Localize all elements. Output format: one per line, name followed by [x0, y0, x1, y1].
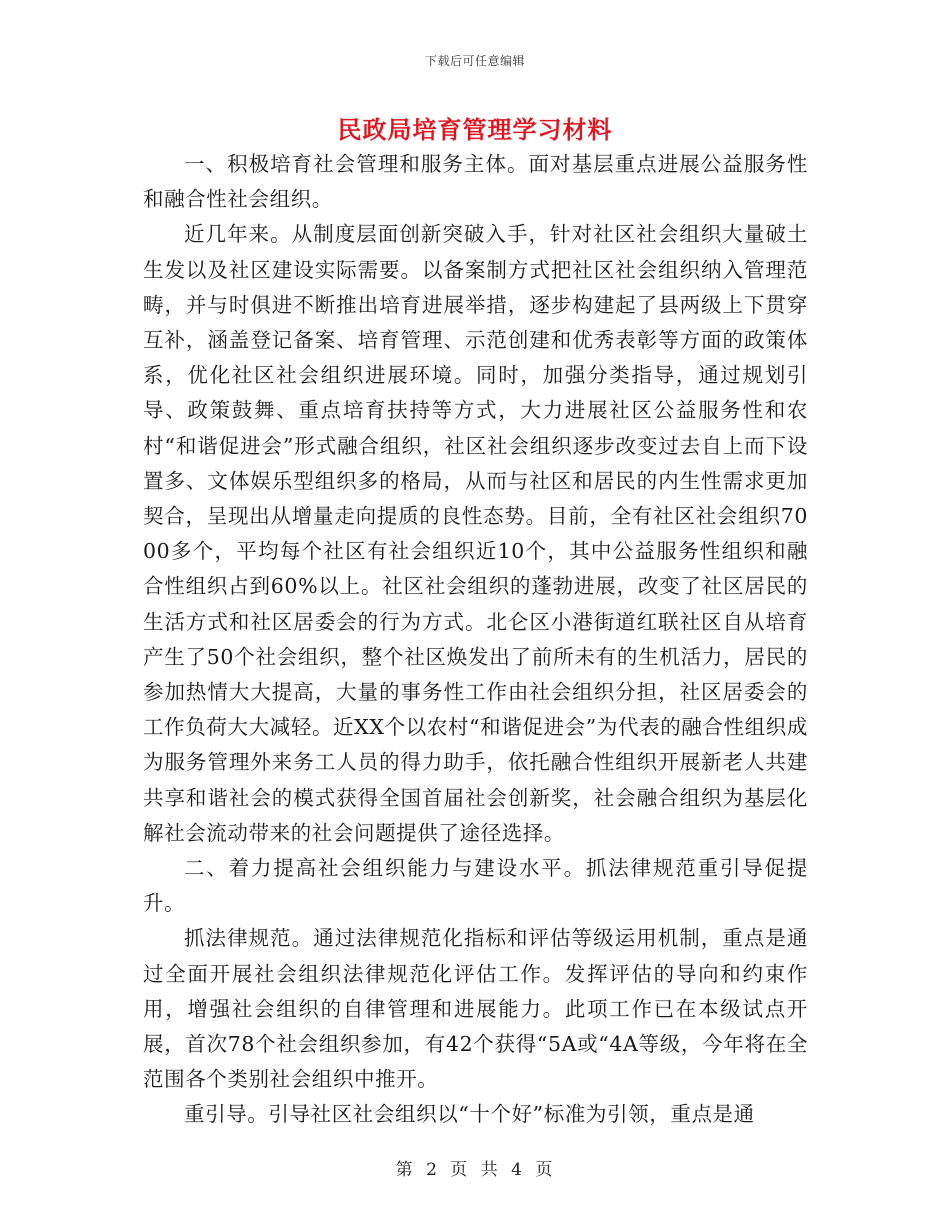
- document-title: 民政局培育管理学习材料: [337, 115, 613, 144]
- paragraph: 重引导。引导社区社会组织以“十个好”标准为引领，重点是通: [184, 1102, 755, 1127]
- paragraph: 二、着力提高社会组织能力与建设水平。抓法律规范重引导促提升。: [143, 856, 808, 916]
- paragraph: 抓法律规范。通过法律规范化指标和评估等级运用机制，重点是通过全面开展社会组织法律规范化评估工作。发挥评估的导向和约束作用，增强社会组织的自律管理和进展能力。此项工作已在本级试点开展，首次78个社会组织参加，有42个获得“5A或“4A等级，今年将在全范围各个类别社会组织中推开。: [143, 926, 808, 1092]
- page-header-note: 下载后可任意编辑: [424, 54, 525, 68]
- paragraph: 近几年来。从制度层面创新突破入手，针对社区社会组织大量破土生发以及社区建设实际需要。以备案制方式把社区社会组织纳入管理范畴，并与时俱进不断推出培育进展举措，逐步构建起了县两级上下贯穿互补，涵盖登记备案、培育管理、示范创建和优秀表彰等方面的政策体系，优化社区社会组织进展环境。同时，加强分类指导，通过规划引导、政策鼓舞、重点培育扶持等方式，大力进展社区公益服务性和农村“和谐促进会”形式融合组织，社区社会组织逐步改变过去自上而下设置多、文体娱乐型组织多的格局，从而与社区和居民的内生性需求更加契合，呈现出从增量走向提质的良性态势。目前，全有社区社会组织7000多个，平均每个社区有社会组织近10个，其中公益服务性组织和融合性组织占到60%以上。社区社会组织的蓬勃进展，改变了社区居民的生活方式和社区居委会的行为方式。北仑区小港街道红联社区自从培育产生了50个社会组织，整个社区焕发出了前所未有的生机活力，居民的参加热情大大提高，大量的事务性工作由社会组织分担，社区居委会的工作负荷大大减轻。近XX个以农村“和谐促进会”为代表的融合性组织成为服务管理外来务工人员的得力助手，依托融合性组织开展新老人共建共享和谐社会的模式获得全国首届社会创新奖，社会融合组织为基层化解社会流动带来的社会问题提供了途径选择。: [143, 222, 808, 845]
- paragraph: 一、积极培育社会管理和服务主体。面对基层重点进展公益服务性和融合性社会组织。: [143, 152, 808, 212]
- page-number-footer: 第 2 页 共 4 页: [395, 1160, 555, 1180]
- document-body: [143, 147, 808, 1133]
